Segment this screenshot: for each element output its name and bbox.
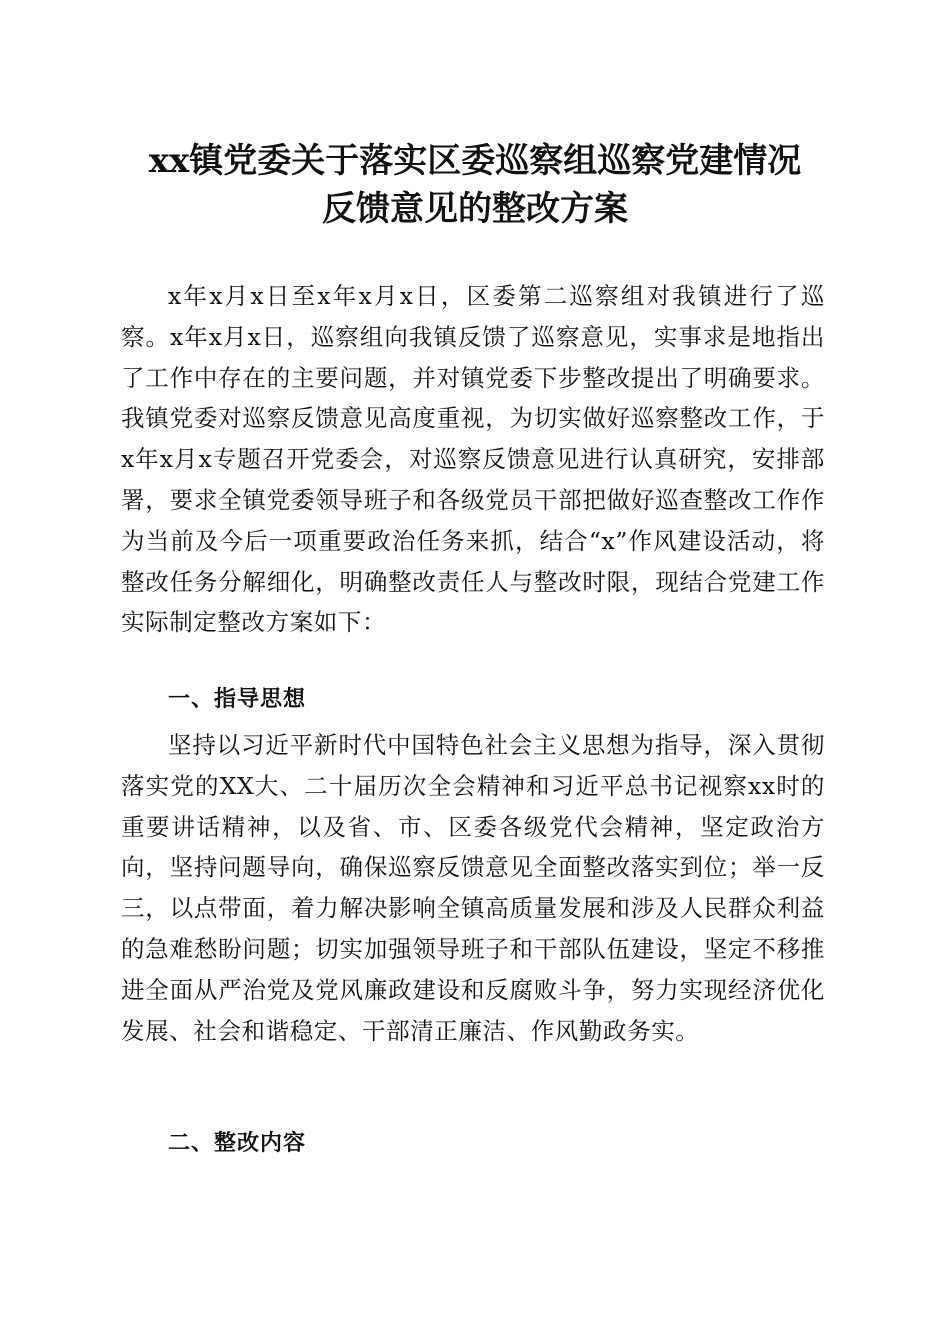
section-heading-guiding-thought: 一、指导思想	[168, 687, 307, 712]
intro-paragraph: x年x月x日至x年x月x日，区委第二巡察组对我镇进行了巡察。x年x月x日，巡察组向我镇反馈了巡察意见，实事求是地指出了工作中存在的主要问题，并对镇党委下步整改提出了明确要求。我镇党委对巡察反馈意见高度重视，为切实做好巡察整改工作，于x年x月x专题召开党委会，对巡察反馈意见进行认真研究，安排部署，要求全镇党委领导班子和各级党员干部把做好巡查整改工作作为当前及今后一项重要政治任务来抓，结合“x”作风建设活动，将整改任务分解细化，明确整改责任人与整改时限，现结合党建工作实际制定整改方案如下：	[121, 282, 825, 637]
document-title-line-1: xx镇党委关于落实区委巡察组巡察党建情况	[148, 141, 802, 181]
section-heading-rectification-content: 二、整改内容	[168, 1131, 307, 1156]
document-title-line-2: 反馈意见的整改方案	[322, 189, 628, 229]
guiding-thought-paragraph: 坚持以习近平新时代中国特色社会主义思想为指导，深入贯彻落实党的XX大、二十届历次全会精神和习近平总书记视察xx时的重要讲话精神，以及省、市、区委各级党代会精神，坚定政治方向，坚持问题导向，确保巡察反馈意见全面整改落实到位；举一反三，以点带面，着力解决影响全镇高质量发展和涉及人民群众利益的急难愁盼问题；切实加强领导班子和干部队伍建设，坚定不移推进全面从严治党及党风廉政建设和反腐败斗争，努力实现经济优化发展、社会和谐稳定、干部清正廉洁、作风勤政务实。	[121, 731, 825, 1045]
